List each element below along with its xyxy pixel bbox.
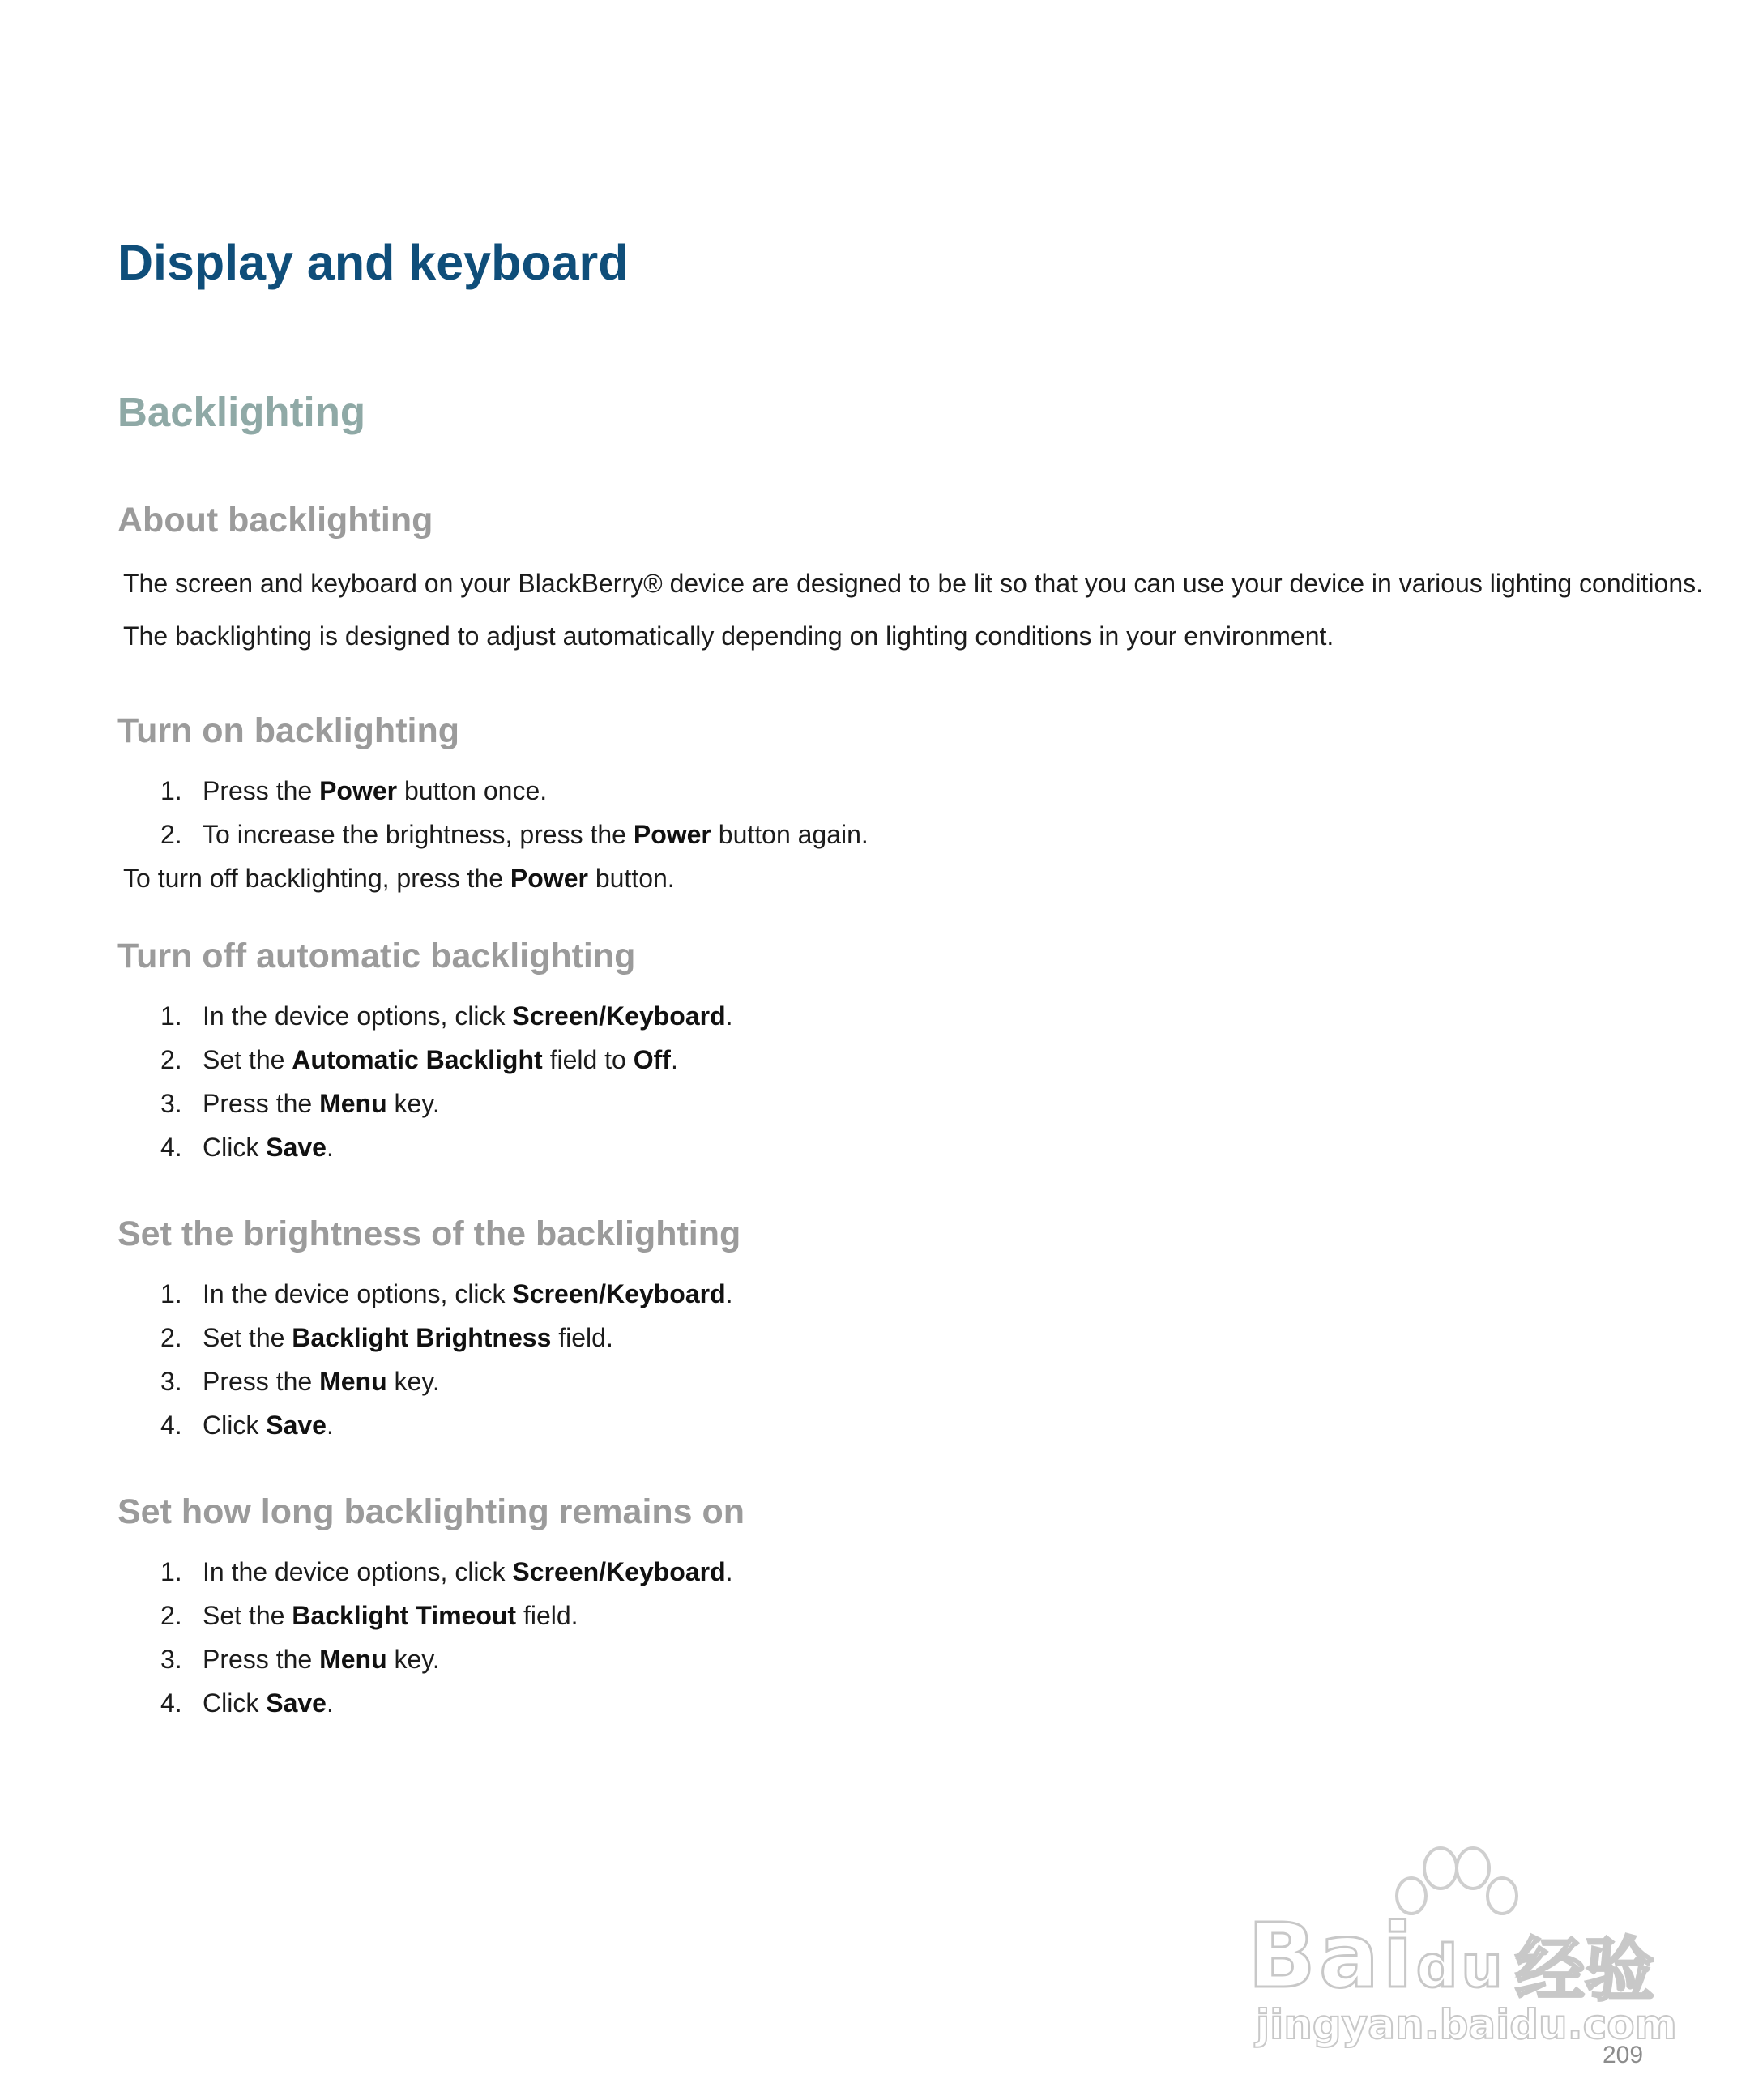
watermark-chinese: 经验: [1515, 1930, 1654, 2011]
turn-off-note: To turn off backlighting, press the Power button.: [123, 864, 675, 893]
heading-backlight-timeout: Set how long backlighting remains on: [117, 1492, 745, 1531]
section-title-backlighting: Backlighting: [117, 389, 366, 435]
list-item: 2. Set the Backlight Timeout field.: [160, 1601, 578, 1630]
list-item: 1. In the device options, click Screen/Keyboard.: [160, 1279, 733, 1308]
list-item: 1. In the device options, click Screen/Keyboard.: [160, 1001, 733, 1031]
page-title: Display and keyboard: [117, 235, 629, 290]
watermark-brand: Baidu: [1248, 1904, 1506, 2008]
about-paragraph-1: The screen and keyboard on your BlackBerry® device are designed to be lit so that you can use your device in various lighting conditions.: [123, 569, 1704, 598]
heading-turn-off-automatic-backlighting: Turn off automatic backlighting: [117, 937, 636, 975]
list-item: 2. Set the Backlight Brightness field.: [160, 1323, 613, 1352]
list-item: 2. Set the Automatic Backlight field to Off.: [160, 1045, 678, 1074]
list-item: 4. Click Save.: [160, 1411, 334, 1440]
heading-set-brightness: Set the brightness of the backlighting: [117, 1214, 741, 1253]
heading-turn-on-backlighting: Turn on backlighting: [117, 711, 460, 750]
baidu-watermark: [1248, 1839, 1677, 2050]
page-number: 209: [1603, 2042, 1644, 2068]
list-item: 1. Press the Power button once.: [160, 776, 548, 805]
heading-about-backlighting: About backlighting: [117, 501, 433, 540]
list-item: 3. Press the Menu key.: [160, 1645, 440, 1674]
list-item: 3. Press the Menu key.: [160, 1367, 440, 1396]
list-item: 4. Click Save.: [160, 1133, 334, 1162]
list-item: 1. In the device options, click Screen/Keyboard.: [160, 1557, 733, 1586]
list-item: 3. Press the Menu key.: [160, 1089, 440, 1118]
list-item: 4. Click Save.: [160, 1688, 334, 1718]
watermark-url: jingyan.baidu.com: [1256, 2001, 1677, 2048]
list-item: 2. To increase the brightness, press the Power button again.: [160, 820, 869, 849]
about-paragraph-2: The backlighting is designed to adjust automatically depending on lighting conditions in your environment.: [123, 621, 1334, 651]
